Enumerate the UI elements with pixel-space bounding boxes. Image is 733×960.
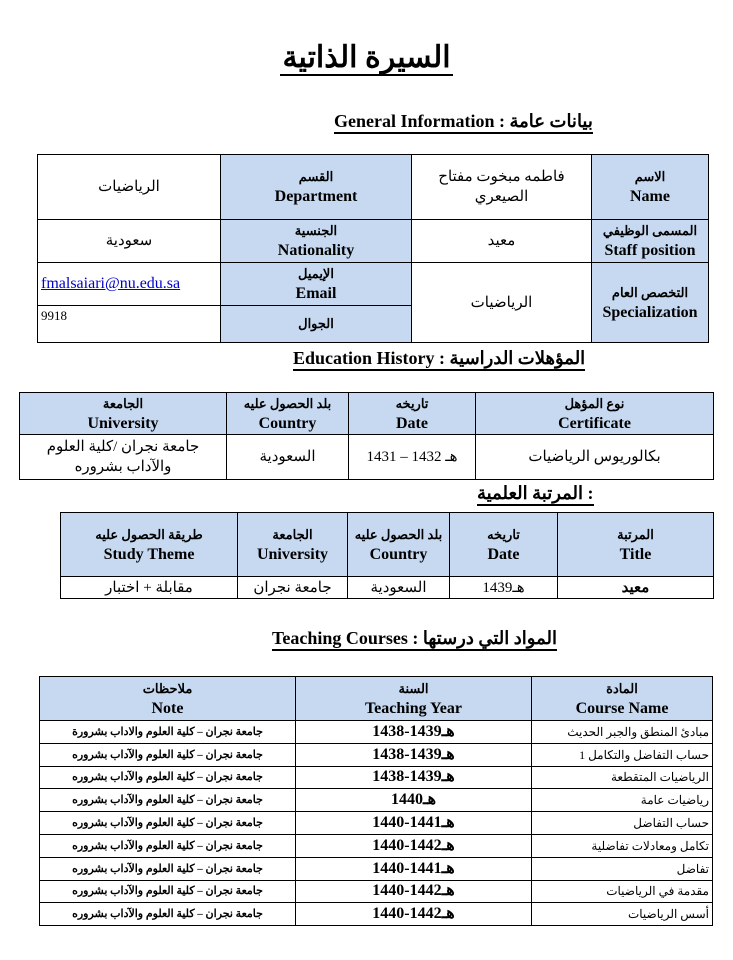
table-row — [40, 721, 713, 744]
course-name: حساب التفاضل — [532, 812, 713, 835]
edu-university: جامعة نجران /كلية العلوم والآداب بشروره — [20, 435, 227, 480]
section-heading-education: Education History : المؤهلات الدراسية — [293, 347, 585, 371]
table-row — [40, 766, 713, 789]
heading-ar: المرتبة العلمية : — [477, 483, 594, 503]
heading-en: General Information — [334, 111, 495, 131]
email-value-cell — [38, 263, 221, 306]
course-year: 1438-1439هـ — [296, 721, 532, 744]
course-note: جامعة نجران – كلية العلوم والآداب بشروره — [40, 880, 296, 903]
table-row — [40, 789, 713, 812]
nationality-label: الجنسية Nationality — [221, 220, 412, 263]
edu-header-university: الجامعة University — [20, 393, 227, 435]
course-year: 1440هـ — [296, 789, 532, 812]
rank-table — [60, 512, 714, 599]
heading-ar: المؤهلات الدراسية — [449, 348, 586, 368]
edu-header-certificate: نوع المؤهل Certificate — [476, 393, 714, 435]
rank-title: معيد — [558, 577, 714, 599]
course-name: تكامل ومعادلات تفاضلية — [532, 834, 713, 857]
course-note: جامعة نجران – كلية العلوم والاداب بشرورة — [40, 721, 296, 744]
teach-header-year: السنة Teaching Year — [296, 677, 532, 721]
teach-header-course: المادة Course Name — [532, 677, 713, 721]
course-name: الرياضيات المتقطعة — [532, 766, 713, 789]
edu-country: السعودية — [227, 435, 349, 480]
name-label: الاسم Name — [592, 155, 709, 220]
rank-header-title: المرتبة Title — [558, 513, 714, 577]
email-link[interactable]: fmalsaiari@nu.edu.sa — [41, 275, 181, 292]
rank-date: 1439هـ — [450, 577, 558, 599]
rank-theme: مقابلة + اختبار — [61, 577, 238, 599]
section-heading-general: General Information : بيانات عامة — [334, 110, 593, 134]
course-year: 1440-1442هـ — [296, 880, 532, 903]
nationality-value: سعودية — [38, 220, 221, 263]
course-note: جامعة نجران – كلية العلوم والآداب بشروره — [40, 857, 296, 880]
edu-certificate: بكالوريوس الرياضيات — [476, 435, 714, 480]
course-name: أسس الرياضيات — [532, 903, 713, 926]
course-name: حساب التفاضل والتكامل 1 — [532, 743, 713, 766]
course-year: 1438-1439هـ — [296, 743, 532, 766]
edu-header-country: بلد الحصول عليه Country — [227, 393, 349, 435]
mobile-label: الجوال — [221, 306, 412, 343]
course-year: 1440-1442هـ — [296, 834, 532, 857]
rank-header-date: تاريخه Date — [450, 513, 558, 577]
specialization-value: الرياضيات — [412, 263, 592, 343]
rank-university: جامعة نجران — [238, 577, 348, 599]
teaching-table — [39, 676, 713, 926]
rank-header-country: بلد الحصول عليه Country — [348, 513, 450, 577]
rank-header-university: الجامعة University — [238, 513, 348, 577]
course-note: جامعة نجران – كلية العلوم والآداب بشروره — [40, 812, 296, 835]
course-note: جامعة نجران – كلية العلوم والآداب بشروره — [40, 766, 296, 789]
section-heading-teaching: Teaching Courses : المواد التي درستها — [272, 627, 557, 651]
course-name: مبادئ المنطق والجبر الحديث — [532, 721, 713, 744]
course-name: مقدمة في الرياضيات — [532, 880, 713, 903]
page-title: السيرة الذاتية — [282, 41, 451, 74]
course-note: جامعة نجران – كلية العلوم والآداب بشروره — [40, 789, 296, 812]
course-year: 1440-1442هـ — [296, 903, 532, 926]
email-label: الإيميل Email — [221, 263, 412, 306]
course-note: جامعة نجران – كلية العلوم والآداب بشروره — [40, 834, 296, 857]
edu-header-date: تاريخه Date — [349, 393, 476, 435]
section-heading-rank — [477, 482, 594, 506]
heading-ar: المواد التي درستها — [422, 628, 557, 648]
rank-header-theme: طريقة الحصول عليه Study Theme — [61, 513, 238, 577]
heading-en: Teaching Courses — [272, 628, 408, 648]
position-value: معيد — [412, 220, 592, 263]
course-year: 1440-1441هـ — [296, 812, 532, 835]
rank-country: السعودية — [348, 577, 450, 599]
name-value: فاطمه مبخوت مفتاح الصيعري — [412, 155, 592, 220]
course-note: جامعة نجران – كلية العلوم والآداب بشروره — [40, 903, 296, 926]
position-label: المسمى الوظيفي Staff position — [592, 220, 709, 263]
course-note: جامعة نجران – كلية العلوم والآداب بشروره — [40, 743, 296, 766]
table-row — [40, 880, 713, 903]
table-row — [40, 903, 713, 926]
education-table — [19, 392, 714, 480]
specialization-label: التخصص العام Specialization — [592, 263, 709, 343]
course-year: 1440-1441هـ — [296, 857, 532, 880]
table-row — [40, 743, 713, 766]
heading-ar: بيانات عامة — [509, 111, 593, 131]
course-year: 1438-1439هـ — [296, 766, 532, 789]
general-info-table — [37, 154, 709, 343]
mobile-value: 9918 — [38, 306, 221, 343]
table-row — [40, 834, 713, 857]
course-name: تفاضل — [532, 857, 713, 880]
table-row — [40, 812, 713, 835]
department-label: القسم Department — [221, 155, 412, 220]
department-value: الرياضيات — [38, 155, 221, 220]
edu-date: 1431 – 1432 هـ — [349, 435, 476, 480]
course-name: رياضيات عامة — [532, 789, 713, 812]
table-row — [40, 857, 713, 880]
heading-en: Education History — [293, 348, 435, 368]
teach-header-note: ملاحظات Note — [40, 677, 296, 721]
